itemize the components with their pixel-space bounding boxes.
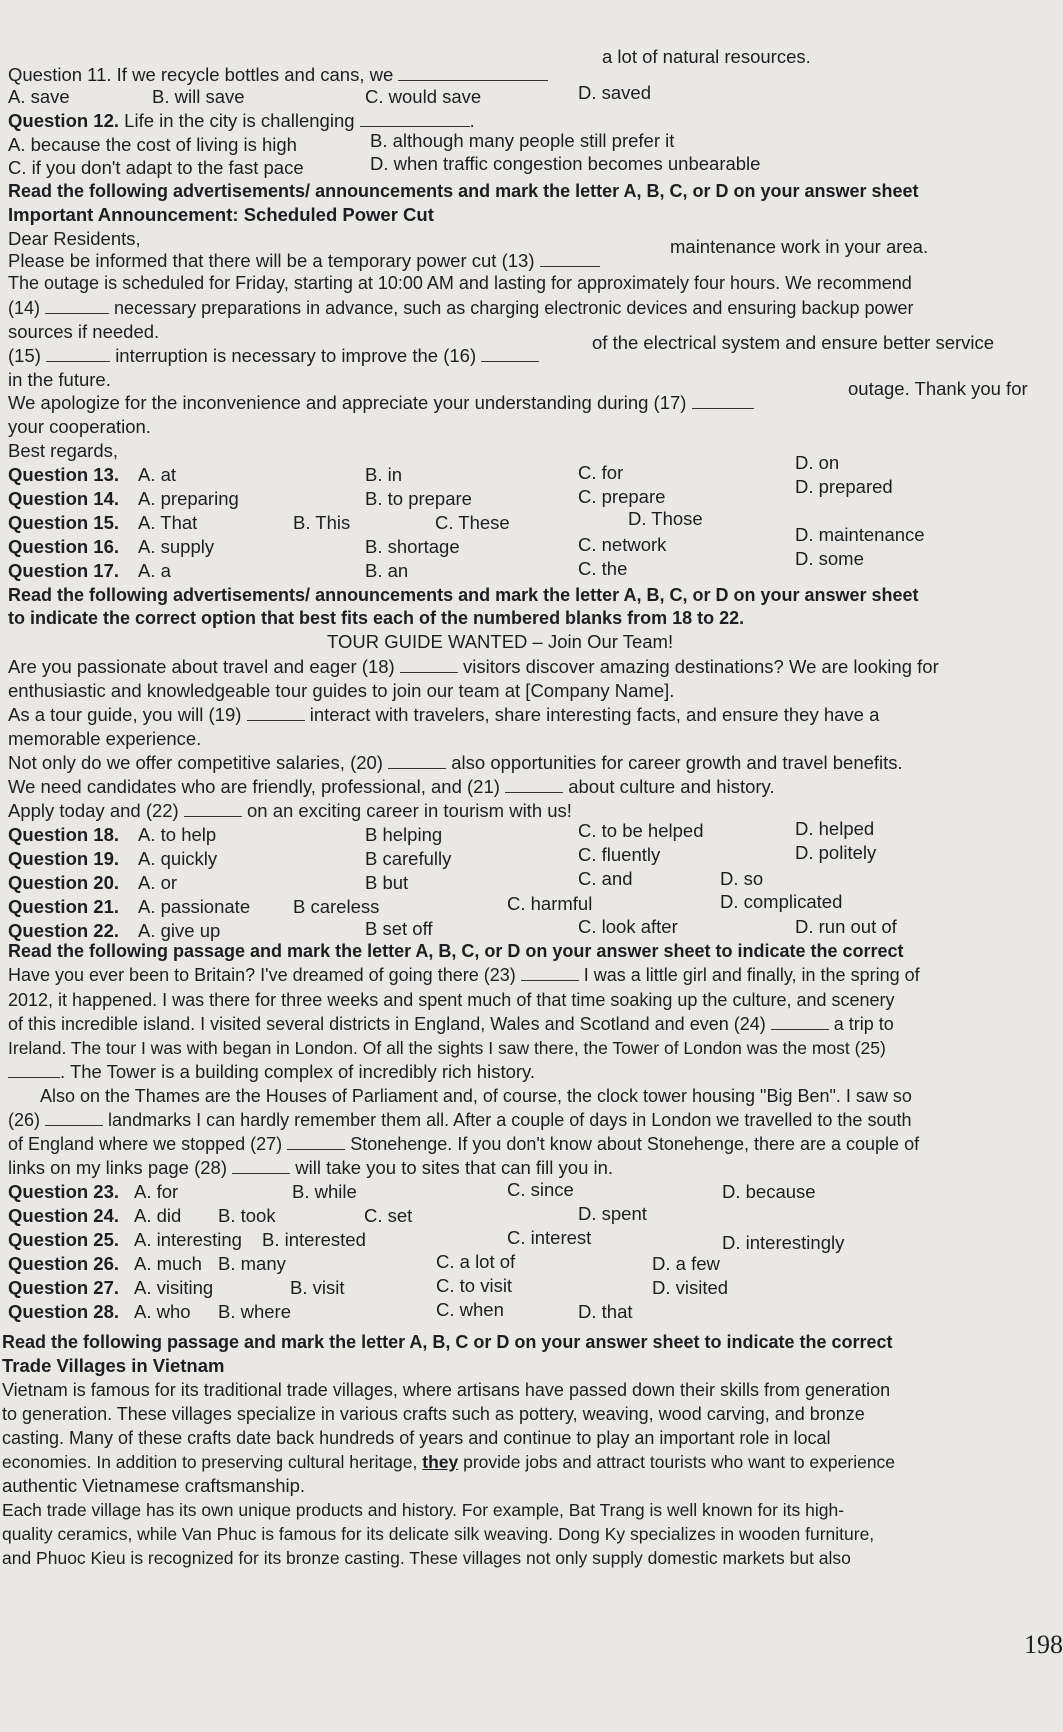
section2-instruction: Read the following advertisements/ announcements and mark the letter A, B, C, or D on your answer sheet <box>8 585 919 605</box>
section3-line: Have you ever been to Britain? I've dreamed of going there (23) I was a little girl and finally, in the spring of <box>8 965 920 985</box>
section1-line: We apologize for the inconvenience and appreciate your understanding during (17) <box>8 392 754 414</box>
section1-line: in the future. <box>8 369 111 390</box>
q25-option-c[interactable]: C. interest <box>507 1227 592 1248</box>
q25-option-d[interactable]: D. interestingly <box>722 1232 845 1253</box>
q12-stem: Question 12. Life in the city is challenging . <box>8 110 475 131</box>
q28-label: Question 28. <box>8 1301 120 1322</box>
section4-title: Trade Villages in Vietnam <box>2 1355 225 1376</box>
q17-option-d[interactable]: D. some <box>795 548 864 569</box>
section1-line: of the electrical system and ensure better service <box>592 332 995 353</box>
q18-option-b[interactable]: B helping <box>365 824 443 845</box>
section3-line: 2012, it happened. I was there for three weeks and spent much of that time soaking up the culture, and scenery <box>8 990 895 1010</box>
q22-option-c[interactable]: C. look after <box>578 916 678 937</box>
q13-option-c[interactable]: C. for <box>578 462 624 483</box>
q13-option-b[interactable]: B. in <box>365 464 403 485</box>
section2-instruction: to indicate the correct option that best fits each of the numbered blanks from 18 to 22. <box>8 608 745 628</box>
q22-option-a[interactable]: A. give up <box>138 920 221 941</box>
section3-line: links on my links page (28) will take you to sites that can fill you in. <box>8 1157 614 1178</box>
q23-option-b[interactable]: B. while <box>292 1181 357 1202</box>
section1-greeting: Dear Residents, <box>8 228 141 249</box>
q28-option-c[interactable]: C. when <box>436 1299 504 1320</box>
q15-option-b[interactable]: B. This <box>293 512 351 533</box>
section3-line: Also on the Thames are the Houses of Parliament and, of course, the clock tower housing "Big Ben". I saw so <box>40 1086 912 1106</box>
q16-option-d[interactable]: D. maintenance <box>795 524 925 545</box>
q14-option-c[interactable]: C. prepare <box>578 486 666 507</box>
q12-option-a[interactable]: A. because the cost of living is high <box>8 134 297 155</box>
section4-line: casting. Many of these crafts date back hundreds of years and continue to play an important role in local <box>2 1428 831 1448</box>
section4-line: to generation. These villages specialize in various crafts such as pottery, weaving, wood carving, and bronze <box>2 1404 865 1424</box>
q23-option-a[interactable]: A. for <box>134 1181 179 1202</box>
section1-line: The outage is scheduled for Friday, starting at 10:00 AM and lasting for approximately four hours. We recommend <box>8 273 912 293</box>
section2-line: Are you passionate about travel and eager (18) visitors discover amazing destinations? We are looking for <box>8 656 939 677</box>
section1-line: Please be informed that there will be a temporary power cut (13) <box>8 250 600 272</box>
q11-option-a[interactable]: A. save <box>8 86 70 107</box>
q19-option-a[interactable]: A. quickly <box>138 848 218 869</box>
section3-line: of this incredible island. I visited several districts in England, Wales and Scotland and even (24) a trip to <box>8 1014 894 1034</box>
q13-option-a[interactable]: A. at <box>138 464 177 485</box>
q20-option-b[interactable]: B but <box>365 872 409 893</box>
section3-line: (26) landmarks I can hardly remember them all. After a couple of days in London we travelled to the south <box>8 1110 912 1130</box>
section1-title: Important Announcement: Scheduled Power Cut <box>8 204 434 225</box>
q21-option-d[interactable]: D. complicated <box>720 891 843 912</box>
section1-line: (14) necessary preparations in advance, such as charging electronic devices and ensuring backup power <box>8 298 914 318</box>
page-number: 198 <box>1024 1630 1063 1659</box>
section3-line: . The Tower is a building complex of incredibly rich history. <box>8 1061 535 1083</box>
q27-option-b[interactable]: B. visit <box>290 1277 345 1298</box>
section2-title: TOUR GUIDE WANTED – Join Our Team! <box>327 631 674 652</box>
section1-line: your cooperation. <box>8 416 151 437</box>
q12-option-d[interactable]: D. when traffic congestion becomes unbearable <box>370 153 761 174</box>
q11-stem-end: a lot of natural resources. <box>602 46 811 67</box>
q17-option-a[interactable]: A. a <box>138 560 171 581</box>
q21-label: Question 21. <box>8 896 120 917</box>
q24-label: Question 24. <box>8 1205 120 1226</box>
q11-stem: Question 11. If we recycle bottles and cans, we <box>8 64 548 86</box>
section1-line: sources if needed. <box>8 321 160 342</box>
section3-instruction: Read the following passage and mark the letter A, B, C, or D on your answer sheet to indicate the correct <box>8 941 904 961</box>
section1-line: (15) interruption is necessary to improve the (16) <box>8 345 539 367</box>
section2-line: Apply today and (22) on an exciting career in tourism with us! <box>8 800 572 821</box>
underlined-word-they: they <box>422 1452 459 1472</box>
q26-option-d[interactable]: D. a few <box>652 1253 720 1274</box>
section4-instruction: Read the following passage and mark the letter A, B, C or D on your answer sheet to indicate the correct <box>2 1332 893 1352</box>
section4-line: and Phuoc Kieu is recognized for its bronze casting. These villages not only supply domestic markets but also <box>2 1548 851 1568</box>
section4-line: quality ceramics, while Van Phuc is famous for its delicate silk weaving. Dong Ky specializes in wooden furniture, <box>2 1524 875 1544</box>
q21-option-a[interactable]: A. passionate <box>138 896 251 917</box>
section1-signoff: Best regards, <box>8 440 119 461</box>
section2-line: As a tour guide, you will (19) interact with travelers, share interesting facts, and ensure they have a <box>8 704 880 725</box>
q14-option-b[interactable]: B. to prepare <box>365 488 472 509</box>
q11-option-c[interactable]: C. would save <box>365 86 482 107</box>
q24-option-c[interactable]: C. set <box>364 1205 413 1226</box>
q26-option-b[interactable]: B. many <box>218 1253 286 1274</box>
q25-option-b[interactable]: B. interested <box>262 1229 366 1250</box>
q17-option-c[interactable]: C. the <box>578 558 628 579</box>
section4-line: economies. In addition to preserving cultural heritage, they provide jobs and attract tourists who want to experience <box>2 1452 896 1472</box>
q20-label: Question 20. <box>8 872 120 893</box>
section1-line: outage. Thank you for <box>848 378 1028 399</box>
q18-option-c[interactable]: C. to be helped <box>578 820 704 841</box>
q27-option-c[interactable]: C. to visit <box>436 1275 513 1296</box>
section2-line: memorable experience. <box>8 728 202 749</box>
q17-label: Question 17. <box>8 560 120 581</box>
q25-option-a[interactable]: A. interesting <box>134 1229 242 1250</box>
q28-option-a[interactable]: A. who <box>134 1301 191 1322</box>
q20-option-d[interactable]: D. so <box>720 868 764 889</box>
q16-option-c[interactable]: C. network <box>578 534 667 555</box>
q15-option-c[interactable]: C. These <box>435 512 510 533</box>
q11-option-b[interactable]: B. will save <box>152 86 245 107</box>
q27-option-a[interactable]: A. visiting <box>134 1277 214 1298</box>
q21-option-c[interactable]: C. harmful <box>507 893 593 914</box>
section4-line: Each trade village has its own unique products and history. For example, Bat Trang is well known for its high- <box>2 1500 845 1520</box>
q26-label: Question 26. <box>8 1253 120 1274</box>
q27-label: Question 27. <box>8 1277 120 1298</box>
q23-option-d[interactable]: D. because <box>722 1181 816 1202</box>
q22-option-b[interactable]: B set off <box>365 918 433 939</box>
q13-option-d[interactable]: D. on <box>795 452 840 473</box>
q22-option-d[interactable]: D. run out of <box>795 916 897 937</box>
section1-line: maintenance work in your area. <box>670 236 929 257</box>
q18-option-a[interactable]: A. to help <box>138 824 217 845</box>
q12-option-b[interactable]: B. although many people still prefer it <box>370 130 675 151</box>
q19-option-d[interactable]: D. politely <box>795 842 877 863</box>
q11-option-d[interactable]: D. saved <box>578 82 652 103</box>
q27-option-d[interactable]: D. visited <box>652 1277 729 1298</box>
q20-option-c[interactable]: C. and <box>578 868 633 889</box>
q14-option-a[interactable]: A. preparing <box>138 488 239 509</box>
q23-label: Question 23. <box>8 1181 120 1202</box>
q12-option-c[interactable]: C. if you don't adapt to the fast pace <box>8 157 304 178</box>
q18-option-d[interactable]: D. helped <box>795 818 875 839</box>
q28-option-b[interactable]: B. where <box>218 1301 292 1322</box>
q15-option-d[interactable]: D. Those <box>628 508 703 529</box>
q26-option-a[interactable]: A. much <box>134 1253 202 1274</box>
q22-label: Question 22. <box>8 920 120 941</box>
section2-line: enthusiastic and knowledgeable tour guides to join our team at [Company Name]. <box>8 680 675 701</box>
q16-label: Question 16. <box>8 536 120 557</box>
q18-label: Question 18. <box>8 824 120 845</box>
q16-option-b[interactable]: B. shortage <box>365 536 460 557</box>
q19-option-c[interactable]: C. fluently <box>578 844 661 865</box>
q15-option-a[interactable]: A. That <box>138 512 198 533</box>
q26-option-c[interactable]: C. a lot of <box>436 1251 516 1272</box>
q14-label: Question 14. <box>8 488 120 509</box>
q25-label: Question 25. <box>8 1229 120 1250</box>
q19-option-b[interactable]: B carefully <box>365 848 452 869</box>
q13-label: Question 13. <box>8 464 120 485</box>
q16-option-a[interactable]: A. supply <box>138 536 215 557</box>
section1-instruction: Read the following advertisements/ announcements and mark the letter A, B, C, or D on your answer sheet <box>8 181 919 201</box>
section4-line: authentic Vietnamese craftsmanship. <box>2 1475 306 1496</box>
section3-line: of England where we stopped (27) Stonehenge. If you don't know about Stonehenge, there are a couple of <box>8 1134 920 1154</box>
q21-option-b[interactable]: B careless <box>293 896 380 917</box>
q24-option-d[interactable]: D. spent <box>578 1203 647 1224</box>
q19-label: Question 19. <box>8 848 120 869</box>
q14-option-d[interactable]: D. prepared <box>795 476 893 497</box>
section3-line: Ireland. The tour I was with began in London. Of all the sights I saw there, the Tower of London was the most (25) <box>8 1038 886 1058</box>
section2-line: Not only do we offer competitive salaries, (20) also opportunities for career growth and travel benefits. <box>8 752 903 773</box>
q15-label: Question 15. <box>8 512 120 533</box>
q20-option-a[interactable]: A. or <box>138 872 178 893</box>
q17-option-b[interactable]: B. an <box>365 560 409 581</box>
q24-option-a[interactable]: A. did <box>134 1205 182 1226</box>
section4-line: Vietnam is famous for its traditional trade villages, where artisans have passed down their skills from generation <box>2 1380 891 1400</box>
q28-option-d[interactable]: D. that <box>578 1301 633 1322</box>
q24-option-b[interactable]: B. took <box>218 1205 276 1226</box>
q23-option-c[interactable]: C. since <box>507 1179 574 1200</box>
section2-line: We need candidates who are friendly, professional, and (21) about culture and history. <box>8 776 775 797</box>
